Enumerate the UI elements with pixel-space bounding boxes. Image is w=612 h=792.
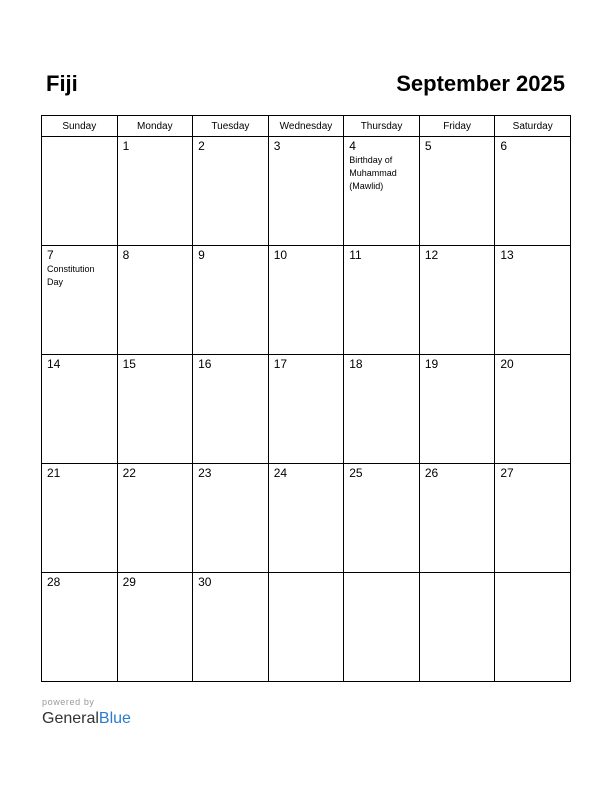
day-number: 7 — [47, 248, 54, 262]
day-number: 1 — [122, 139, 130, 153]
weekday-header: Monday — [117, 116, 193, 137]
weekday-header: Saturday — [495, 116, 571, 137]
week-row — [42, 573, 571, 682]
brand-part-blue: Blue — [98, 710, 131, 727]
day-number: 27 — [500, 466, 514, 480]
day-cell — [419, 246, 495, 355]
holiday-label: Birthday of Muhammad (Mawlid) — [349, 155, 397, 191]
day-cell — [419, 573, 495, 682]
day-cell — [495, 464, 571, 573]
day-cell — [193, 246, 269, 355]
day-number: 5 — [424, 139, 432, 153]
day-cell — [117, 573, 193, 682]
day-number: 9 — [198, 248, 205, 262]
day-cell — [193, 137, 269, 246]
day-cell — [495, 573, 571, 682]
day-number: 2 — [198, 139, 205, 153]
week-row — [42, 464, 571, 573]
day-cell — [344, 464, 420, 573]
day-cell — [344, 137, 420, 246]
weekday-header: Tuesday — [193, 116, 269, 137]
day-cell — [495, 355, 571, 464]
week-row — [42, 355, 571, 464]
day-number: 18 — [349, 357, 363, 371]
day-cell — [268, 137, 344, 246]
day-cell — [193, 573, 269, 682]
day-number: 13 — [500, 248, 514, 262]
day-number: 30 — [198, 575, 212, 589]
day-number: 29 — [122, 575, 136, 589]
day-number: 21 — [47, 466, 61, 480]
day-cell — [268, 246, 344, 355]
day-cell — [117, 464, 193, 573]
day-cell — [268, 355, 344, 464]
generalblue-logo — [42, 709, 131, 729]
country-title: Fiji — [46, 71, 78, 96]
day-number: 10 — [273, 248, 288, 262]
weekday-header: Sunday — [42, 116, 118, 137]
weekday-header: Friday — [419, 116, 495, 137]
day-cell — [42, 355, 118, 464]
calendar-grid — [41, 115, 571, 682]
day-number: 11 — [349, 248, 362, 262]
weekday-header: Wednesday — [268, 116, 344, 137]
weekday-header: Thursday — [344, 116, 420, 137]
day-cell — [344, 573, 420, 682]
week-row — [42, 246, 571, 355]
day-cell — [419, 464, 495, 573]
day-cell — [42, 573, 118, 682]
day-cell — [42, 137, 118, 246]
day-number: 26 — [424, 466, 439, 480]
day-number: 20 — [500, 357, 514, 371]
day-number: 14 — [47, 357, 61, 371]
weekday-header-row — [42, 116, 571, 137]
day-cell — [419, 137, 495, 246]
day-cell — [419, 355, 495, 464]
day-cell — [42, 246, 118, 355]
day-number: 19 — [424, 357, 439, 371]
day-cell — [117, 246, 193, 355]
day-cell — [193, 464, 269, 573]
brand-part-general: General — [42, 710, 99, 727]
day-number: 25 — [349, 466, 363, 480]
day-number: 6 — [500, 139, 508, 153]
day-number: 23 — [198, 466, 212, 480]
day-cell — [268, 573, 344, 682]
day-number: 15 — [122, 357, 136, 371]
day-number: 16 — [198, 357, 212, 371]
day-cell — [42, 464, 118, 573]
day-cell — [117, 355, 193, 464]
day-cell — [268, 464, 344, 573]
footer-branding — [42, 697, 131, 729]
day-number: 12 — [424, 248, 439, 262]
day-cell — [495, 246, 571, 355]
day-cell — [117, 137, 193, 246]
day-number: 17 — [273, 357, 288, 371]
day-cell — [193, 355, 269, 464]
day-number: 24 — [273, 466, 288, 480]
week-row — [42, 137, 571, 246]
day-cell — [495, 137, 571, 246]
day-number: 3 — [273, 139, 281, 153]
day-number: 4 — [349, 139, 356, 153]
day-cell — [344, 355, 420, 464]
powered-by-text: powered by — [42, 697, 95, 707]
holiday-label: Constitution Day — [47, 264, 95, 287]
day-cell — [344, 246, 420, 355]
day-number: 28 — [47, 575, 61, 589]
month-year-title: September 2025 — [396, 71, 565, 96]
day-number: 8 — [122, 248, 130, 262]
day-number: 22 — [122, 466, 136, 480]
